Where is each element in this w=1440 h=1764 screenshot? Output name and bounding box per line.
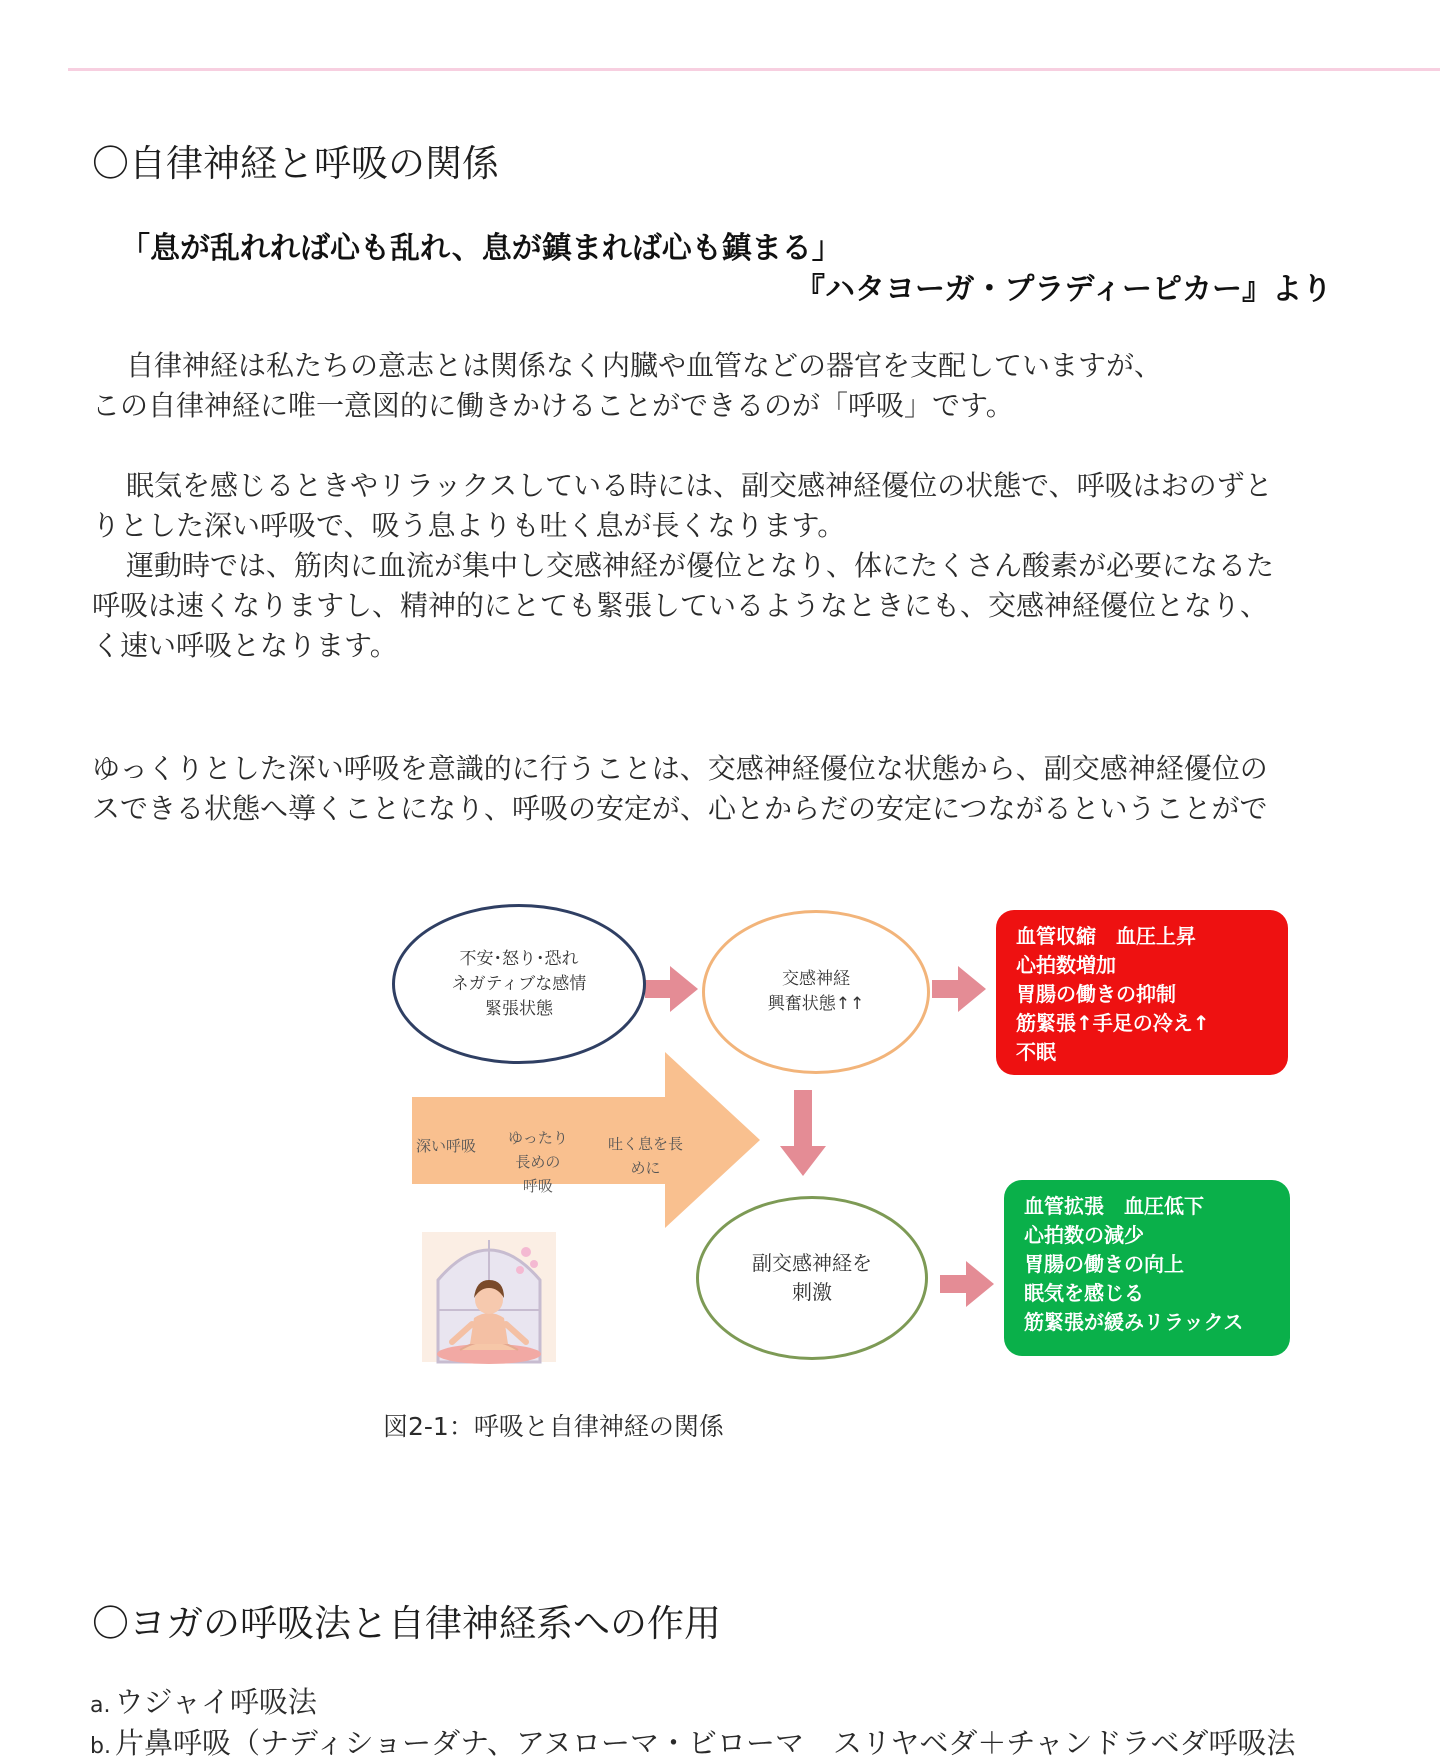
paragraph-line: く速い呼吸となります。 <box>92 629 398 662</box>
arrow-sympathetic-to-red <box>932 966 986 1012</box>
sympathetic-effects-box <box>996 910 1288 1075</box>
oval-text-line: 刺激 <box>792 1280 832 1304</box>
arrow-label-line: 長めの <box>515 1153 561 1171</box>
parasympathetic-effects-box <box>1004 1180 1290 1356</box>
oval-text-line: 交感神経 <box>782 969 850 989</box>
figure-caption: 図2-1：呼吸と自律神経の関係 <box>383 1412 724 1441</box>
effect-line: 血管収縮 血圧上昇 <box>1016 924 1196 948</box>
effect-line: 筋緊張が緩みリラックス <box>1024 1310 1244 1334</box>
sympathetic-oval <box>702 910 930 1074</box>
effect-line: 心拍数増加 <box>1016 953 1116 977</box>
paragraph-breathing-states <box>92 466 1274 666</box>
meditating-woman-illustration <box>422 1232 556 1364</box>
arrow-label-line: 吐く息を長 <box>608 1135 684 1153</box>
paragraph-line: りとした深い呼吸で、吸う息よりも吐く息が長くなります。 <box>92 509 846 542</box>
effect-line: 筋緊張↑手足の冷え↑ <box>1016 1011 1210 1035</box>
section-heading-autonomic-breathing: 〇自律神経と呼吸の関係 <box>92 142 499 185</box>
list-item-alternate-nostril <box>90 1721 1296 1762</box>
parasympathetic-oval <box>696 1196 928 1360</box>
list-marker: b. <box>90 1734 111 1759</box>
effect-line: 不眠 <box>1016 1040 1056 1064</box>
paragraph-line: 運動時では、筋肉に血流が集中し交感神経が優位となり、体にたくさん酸素が必要になるた <box>126 549 1275 582</box>
arrow-label-line: ゆったり <box>508 1129 568 1147</box>
list-item-ujjayi <box>90 1680 317 1721</box>
paragraph-line: 眠気を感じるときやリラックスしている時には、副交感神経優位の状態で、呼吸はおのずと <box>126 469 1273 502</box>
breathing-nervous-system-diagram <box>380 880 1320 1380</box>
paragraph-line: ゆっくりとした深い呼吸を意識的に行うことは、交感神経優位な状態から、副交感神経優位の <box>92 752 1268 785</box>
paragraph-line: 自律神経は私たちの意志とは関係なく内臓や血管などの器官を支配していますが、 <box>126 349 1163 382</box>
oval-text-line: ネガティブな感情 <box>451 973 587 994</box>
list-text: ウジャイ呼吸法 <box>114 1685 317 1719</box>
effect-line: 血管拡張 血圧低下 <box>1024 1194 1204 1218</box>
oval-text-line: 副交感神経を <box>752 1251 872 1275</box>
quote-source: 『ハタヨーガ・プラディーピカー』より <box>795 272 1332 307</box>
effect-line: 胃腸の働きの抑制 <box>1016 982 1176 1006</box>
effect-line: 胃腸の働きの向上 <box>1024 1252 1184 1276</box>
arrow-sympathetic-to-parasympathetic <box>780 1090 826 1176</box>
emotion-oval <box>392 904 646 1064</box>
paragraph-line: この自律神経に唯一意図的に働きかけることができるのが「呼吸」です。 <box>92 389 1014 422</box>
arrow-label-long-exhale <box>608 1132 683 1180</box>
paragraph-autonomic <box>92 346 1162 426</box>
oval-text-line: 不安･怒り･恐れ <box>459 948 579 969</box>
oval-text-line: 緊張状態 <box>484 998 553 1019</box>
list-text: 片鼻呼吸（ナディショーダナ、アヌローマ・ビローマ スリヤベダ＋チャンドラベダ呼吸法 <box>114 1726 1296 1760</box>
arrow-parasympathetic-to-green <box>940 1261 994 1307</box>
quote-text: 「息が乱れれば心も乱れ、息が鎮まれば心も鎮まる」 <box>120 231 842 266</box>
paragraph-line: 呼吸は速くなりますし、精神的にとても緊張しているようなときにも、交感神経優位となり、 <box>92 589 1269 622</box>
paragraph-deep-breathing <box>92 749 1268 829</box>
top-divider <box>68 68 1440 71</box>
section-heading-yoga-breathing: 〇ヨガの呼吸法と自律神経系への作用 <box>92 1602 721 1645</box>
paragraph-line: スできる状態へ導くことになり、呼吸の安定が、心とからだの安定につながるということがで <box>92 792 1268 825</box>
list-marker: a. <box>90 1693 111 1718</box>
arrow-label-line: めに <box>630 1159 661 1177</box>
arrow-emotion-to-sympathetic <box>645 966 698 1012</box>
arrow-label-line: 呼吸 <box>522 1177 553 1195</box>
arrow-label-slow-breath <box>508 1126 568 1198</box>
oval-text-line: 興奮状態↑↑ <box>767 994 865 1014</box>
effect-line: 眠気を感じる <box>1024 1281 1144 1305</box>
arrow-label-deep-breath: 深い呼吸 <box>416 1137 477 1155</box>
effect-line: 心拍数の減少 <box>1024 1223 1144 1247</box>
